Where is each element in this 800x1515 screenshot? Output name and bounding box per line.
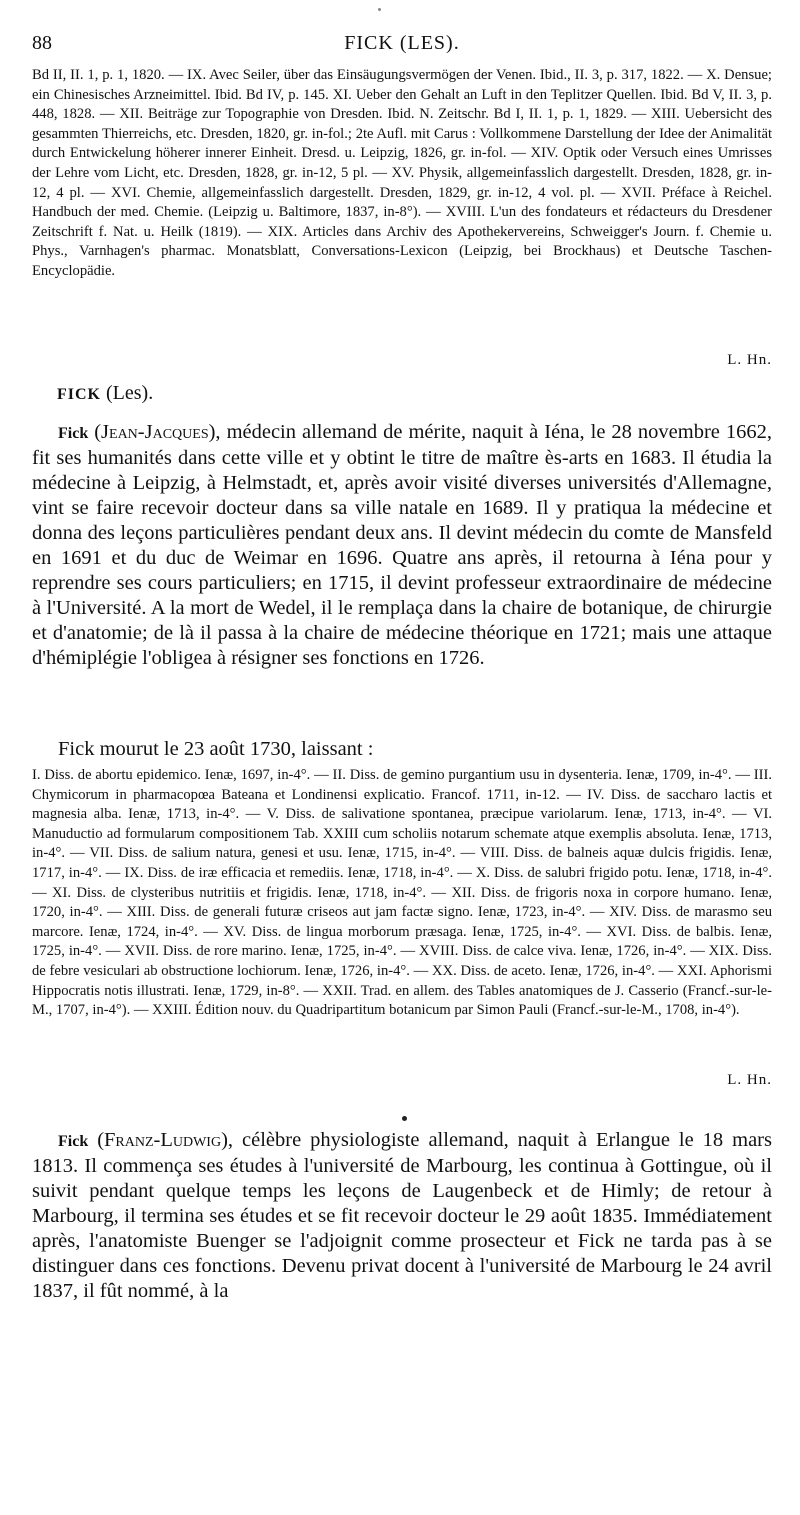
jean-jacques-forename: (Jean-Jacques), (94, 421, 221, 443)
page-number: 88 (32, 32, 52, 54)
ornament-dot (402, 1116, 407, 1121)
previous-entry-bibliography: Bd II, II. 1, p. 1, 1820. — IX. Avec Seiler, über das Einsäugungsvermögen der Venen. Ibid., II. 3, p. 317, 1822. — X. Densue; ein Chinesisches Arzneimittel. Ibid. Bd IV, p. 145. XI. Ueber den Gehalt an Luft in den Teplitzer Quellen. Ibid. Bd V, II. 3, p. 448, 1828. — XII. Beiträge zur Topographie von Dresden. Ibid. N. Zeitschr. Bd I, II. 1, p. 1, 1829. — XIII. Uebersicht des gesammten Thierreichs, etc. Dresden, 1820, gr. in-fol.; 2te Aufl. mit Carus : Vollkommene Darstellung der Idee der Animalität durch Entwickelung höherer innerer Einheit. Dresd. u. Leipzig, 1826, gr. in-fol. — XIV. Optik oder Versuch eines Umrisses der Lehre vom Licht, etc. Dresden, 1828, gr. in-12, 5 pl. — XV. Physik, allgemeinfasslich dargestellt. Dresden, 1828, gr. in-12, 4 pl. — XVI. Chemie, allgemeinfasslich dargestellt. Dresden, 1829, gr. in-12, 4 vol. pl. — XVII. Préface à Reichel. Handbuch der med. Chemie. (Leipzig u. Baltimore, 1837, in-8°). — XVIII. L'un des fondateurs et rédacteurs du Dresdener Zeitschrift f. Nat. u. Heilk (1819). — XIX. Articles dans Archiv des Apothekervereins, Schweigger's Journ. f. Chemie u. Phys., Varnhagen's pharmac. Monatsblatt, Conversations-Lexicon (Leipzig, bei Brockhaus) et Deutsche Taschen-Encyclopädie. (32, 67, 772, 279)
jean-jacques-signature: L. Hn. (727, 1072, 772, 1088)
jean-jacques-surname: Fick (58, 425, 89, 442)
jean-jacques-biography: médecin allemand de mérite, naquit à Iéna, le 28 novembre 1662, fit ses humanités dans cette ville et y obtint le titre de maître ès-arts en 1683. Il étudia la médecine à Leipzig, à Helmstadt, et, après avoir visité diverses universités d'Allemagne, vint se faire recevoir docteur dans sa ville natale en 1689. Il y pratiqua la médecine et donna des leçons particulières pendant deux ans. Il devint médecin du comte de Mansfeld en 1691 et du duc de Weimar en 1696. Quatre ans après, il retourna à Iéna pour y reprendre ses cours particuliers; en 1715, il devint professeur extraordinaire de médecine à l'Université. A la mort de Wedel, il le remplaça dans la chaire de botanique, de chirurgie et d'anatomie; de là il passa à la chaire de médecine théorique en 1721; mais une attaque d'hémiplégie l'obligea à résigner ses fonctions en 1726. (32, 421, 773, 669)
jean-jacques-works: I. Diss. de abortu epidemico. Ienæ, 1697, in-4°. — II. Diss. de gemino purgantium usu in dysenteria. Ienæ, 1709, in-4°. — III. Chymicorum in pharmacopœa Bateana et Londinensi explicatio. Francof. 1711, in-12. — IV. Diss. de saccharo lactis et magnesia alba. Ienæ, 1713, in-4°. — V. Diss. de salivatione spontanea, præcipue variolarum. Ienæ, 1713, in-4°. — VI. Manuductio ad formularum compositionem Tab. XXIII cum scholiis notarum schemate atque exemplis absoluta. Ienæ, 1713, in-4°. — VII. Diss. de salium natura, genesi et usu. Ienæ, 1715, in-4°. — VIII. Diss. de balneis aquæ dulcis frigidis. Ienæ, 1717, in-4°. — IX. Diss. de iræ efficacia et remediis. Ienæ, 1718, in-4°. — X. Diss. de salubri frigido potu. Ienæ, 1718, in-4°. — XI. Diss. de clysteribus nutritiis et frigidis. Ienæ, 1718, in-4°. — XII. Diss. de frigoris noxa in corpore humano. Ienæ, 1720, in-4°. — XIII. Diss. de generali futuræ criseos aut jam factæ signo. Ienæ, 1723, in-4°. — XIV. Diss. de marasmo seu marcore. Ienæ, 1724, in-4°. — XV. Diss. de lingua morborum præsaga. Ienæ, 1725, in-4°. — XVI. Diss. de balbis. Ienæ, 1725, in-4°. — XVII. Diss. de rore marino. Ienæ, 1725, in-4°. — XVIII. Diss. de calce viva. Ienæ, 1726, in-4°. — XIX. Diss. de febre vesiculari ab obstructione lochiorum. Ienæ, 1726, in-4°. — XX. Diss. de aceto. Ienæ, 1726, in-4°. — XXI. Aphorismi Hippocratis notis illustrati. Ienæ, 1729, in-8°. — XXII. Trad. en allem. des Tables anatomiques de J. Casserio (Francf.-sur-le-M., 1707, in-4°). — XXIII. Édition nouv. du Quadripartitum botanicum par Simon Pauli (Francf.-sur-le-M., 1708, in-4°). (32, 767, 772, 1019)
jean-jacques-death: Fick mourut le 23 août 1730, laissant : (58, 738, 374, 760)
franz-ludwig-forename: (Franz-Ludwig), (97, 1129, 234, 1151)
jean-jacques-entry (32, 420, 772, 671)
section-heading-name: FICK (57, 386, 101, 403)
scan-speck (378, 8, 381, 11)
previous-entry-signature: L. Hn. (727, 352, 772, 368)
franz-ludwig-entry (32, 1128, 772, 1304)
franz-ludwig-biography: célèbre physiologiste allemand, naquit à Erlangue le 18 mars 1813. Il commença ses études à l'université de Marbourg, les continua à Gottingue, où il suivit pendant quelque temps les leçons de Laugenbeck et de Himly; de retour à Marbourg, il termina ses études et se fit recevoir docteur le 29 août 1835. Immédiatement après, l'anatomiste Buenger se l'adjoignit comme prosecteur et Fick ne tarda pas à se distinguer dans ces fonctions. Devenu privat docent à l'université de Marbourg le 24 avril 1837, il fût nommé, à la (32, 1129, 772, 1302)
franz-ludwig-surname: Fick (58, 1133, 89, 1150)
page-header (32, 32, 772, 62)
running-head: FICK (LES). (344, 32, 460, 54)
section-heading (57, 382, 153, 405)
section-heading-suffix: (Les). (106, 382, 154, 404)
